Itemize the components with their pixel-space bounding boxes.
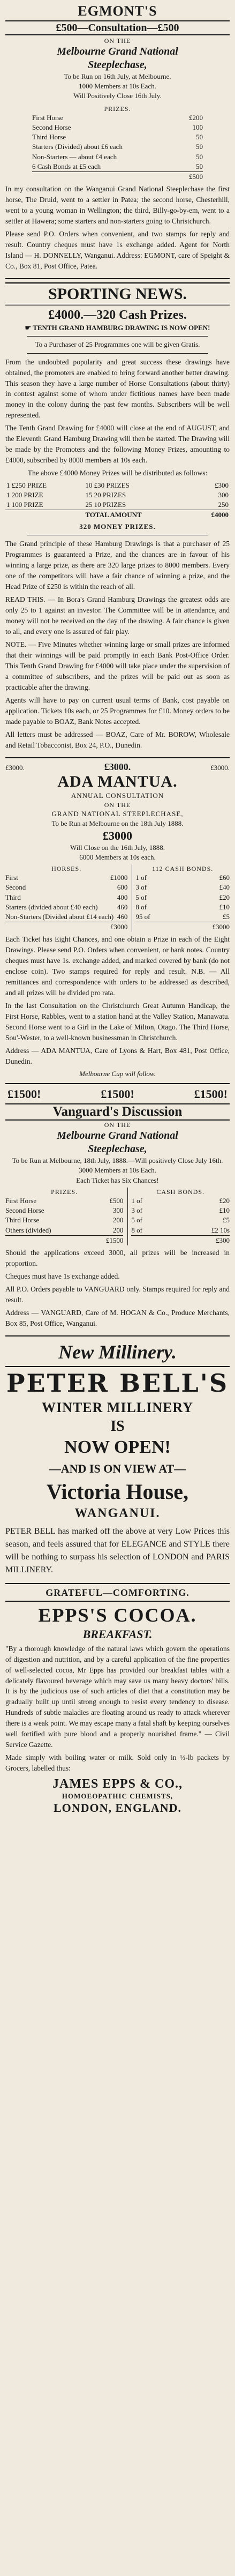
vanguard-address: Address — VANGUARD, Care of M. HOGAN & Co., Produce Merchants, Box 85, Post Office, Wanganui. bbox=[5, 1308, 230, 1327]
bond-total: £300 bbox=[216, 1236, 230, 1244]
vanguard-on-the: ON THE bbox=[104, 1121, 131, 1129]
bond-row bbox=[131, 1226, 230, 1235]
vanguard-advert bbox=[5, 1084, 230, 1336]
vanguard-title: Vanguard's Discussion bbox=[5, 1103, 230, 1121]
bond-label: 3 of bbox=[131, 1206, 142, 1215]
bond-row bbox=[135, 873, 230, 883]
bond-value: £40 bbox=[219, 883, 230, 892]
prize-row bbox=[32, 152, 203, 162]
bond-value: £10 bbox=[219, 1206, 230, 1215]
millinery-line1: WINTER MILLINERY bbox=[41, 1399, 194, 1415]
prize-row bbox=[32, 123, 203, 132]
millinery-line2: IS bbox=[110, 1417, 125, 1435]
prize-label: First Horse bbox=[5, 1197, 37, 1205]
epps-cocoa-advert bbox=[5, 1584, 230, 1820]
vanguard-bonds-heading: CASH BONDS. bbox=[156, 1188, 205, 1196]
table-cell: 15 20 PRIZES bbox=[85, 491, 126, 499]
sporting-prize-head: £4000.—320 Cash Prizes. bbox=[48, 308, 187, 323]
sporting-drawing-text: TENTH GRAND HAMBURG DRAWING IS NOW OPEN! bbox=[33, 324, 210, 332]
prize-label: Second Horse bbox=[32, 123, 71, 132]
egmont-body bbox=[5, 184, 230, 272]
prize-value: 460 bbox=[117, 912, 128, 921]
prize-value: £1000 bbox=[110, 873, 128, 882]
table-cell: 1 200 PRIZE bbox=[6, 491, 43, 499]
ada-sub: ANNUAL CONSULTATION bbox=[71, 791, 164, 800]
bond-total-row bbox=[131, 1235, 230, 1245]
ada-horses-heading: HORSES. bbox=[51, 864, 82, 872]
sporting-lead: To a Purchaser of 25 Programmes one will be given Gratis. bbox=[35, 340, 200, 349]
egmont-members: 1000 Members at 10s Each. bbox=[79, 82, 156, 91]
ada-run: To be Run at Melbourne on the 18th July 1888. bbox=[51, 819, 184, 828]
bond-value: £2 10s bbox=[211, 1226, 230, 1234]
bond-value: £5 bbox=[223, 912, 230, 921]
bond-label: 8 of bbox=[131, 1226, 142, 1234]
ada-on-the: ON THE bbox=[104, 801, 131, 809]
millinery-name: PETER BELL'S bbox=[6, 1369, 229, 1398]
bond-value: £60 bbox=[219, 873, 230, 882]
prize-row bbox=[32, 113, 203, 123]
egmont-event-line2: Steeplechase, bbox=[88, 59, 147, 71]
epps-maker: JAMES EPPS & CO., bbox=[52, 1777, 183, 1791]
prize-value: 50 bbox=[196, 162, 203, 170]
prize-row bbox=[5, 1226, 123, 1235]
ada-address: Address — ADA MANTUA, Care of Lyons & Hart, Box 481, Post Office, Dunedin. bbox=[5, 1046, 230, 1065]
ada-mantua-advert bbox=[5, 758, 230, 1084]
epps-chemists: HOMOEOPATHIC CHEMISTS, bbox=[62, 1792, 173, 1801]
prize-value: 50 bbox=[196, 143, 203, 151]
sporting-paragraph: READ THIS. — In Bora's Grand Hamburg Drawings the greatest odds are only 25 to 1 against an investor. The Committee will be in attendance, and money will not be received on the day of the drawing. A fair chance is given to all, and every one is assured of fair play. bbox=[5, 595, 230, 636]
bond-value: £5 bbox=[223, 1216, 230, 1224]
sporting-paragraph: From the undoubted popularity and great success these drawings have obtained, the promoters are enabled to bring forward another better drawing. This season they have a large number of Horse Consultations (about thirty) in contest against some of whom under fictitious names have been made money in the colony during the past few months. Subscribers will be well represented. bbox=[5, 357, 230, 420]
prize-value: 200 bbox=[112, 1226, 124, 1234]
vanguard-members: 3000 Members at 10s Each. bbox=[79, 1166, 156, 1175]
prize-total: £3000 bbox=[110, 923, 128, 931]
table-cell: 10 £30 PRIZES bbox=[85, 481, 130, 490]
sporting-body-top bbox=[5, 357, 230, 479]
prize-label: First Horse bbox=[32, 113, 64, 122]
millinery-advert bbox=[5, 1336, 230, 1584]
prize-row bbox=[5, 902, 127, 912]
sporting-drawing bbox=[5, 323, 230, 333]
divider bbox=[5, 1366, 230, 1367]
bond-label: 1 of bbox=[131, 1197, 142, 1205]
epps-title: EPPS'S COCOA. bbox=[38, 1604, 197, 1626]
sporting-cash-prizes: 320 MONEY PRIZES. bbox=[79, 522, 156, 531]
bond-total: £3000 bbox=[212, 923, 230, 931]
sporting-title: SPORTING NEWS. bbox=[5, 282, 230, 306]
ada-title: ADA MANTUA. bbox=[57, 772, 178, 790]
vanguard-event-line2: Steeplechase, bbox=[88, 1143, 147, 1155]
prize-label: 6 Cash Bonds at £5 each bbox=[32, 162, 101, 170]
table-cell: 1 100 PRIZE bbox=[6, 501, 43, 509]
egmont-event-line1: Melbourne Grand National bbox=[57, 46, 178, 58]
vanguard-paragraph: Cheques must have 1s exchange added. bbox=[5, 1272, 120, 1280]
ada-event: GRAND NATIONAL STEEPLECHASE, bbox=[51, 810, 184, 818]
egmont-body-text: In my consultation on the Wanganui Grand National Steeplechase the first horse, The Druid, went to a settler in Patea; the second horse, Chesterhill, went to a young woman in Wellington; the third, Billy-go-by-em, went to a settler at Hawera; some starters and non-starters going to Christchurch. bbox=[5, 185, 230, 226]
ada-paragraph: Each Ticket has Eight Chances, and one obtain a Prize in each of the Eight Drawings. Please send P.O. Orders when convenient, or bank notes. Country cheques must have 1s. exchange added, and marked covered by bank (do not enclose coin). Two stamps required for reply and result. N.B. — All remittances and correspondence with orders to be addressed as described, and all prizes will be divided pro rata. bbox=[5, 935, 230, 997]
prize-total-row bbox=[32, 171, 203, 182]
vanguard-prizes-column bbox=[5, 1188, 123, 1245]
bond-row bbox=[135, 912, 230, 922]
egmont-address: Please send P.O. Orders when convenient, and two stamps for reply and result. Country cheques must have 1s exchange added. Agent for North Island — H. DONNELLY, Wanganui. Address: EGMONT, care of Speight & Co., Box 81, Post Office, Patea. bbox=[5, 230, 230, 270]
epps-made: Made simply with boiling water or milk. Sold only in ½-lb packets by Grocers, labelled thus: bbox=[5, 1753, 230, 1773]
bond-label: 3 of bbox=[135, 883, 147, 892]
prize-value: 460 bbox=[117, 902, 128, 911]
egmont-banner: £500—Consultation—£500 bbox=[5, 20, 230, 35]
table-cell: £300 bbox=[215, 481, 229, 490]
prize-row bbox=[5, 1215, 123, 1225]
prize-row bbox=[5, 1206, 123, 1215]
epps-body-text: "By a thorough knowledge of the natural laws which govern the operations of digestion and nutrition, and by a careful application of the fine properties of well-selected cocoa, Mr Epps has provided our breakfast tables with a delicately flavoured beverage which may save us many heavy doctors' bills. It is by the judicious use of such articles of diet that a constitution may be gradually built up until strong enough to resist every tendency to disease. Hundreds of subtle maladies are floating around us ready to attack wherever there is a weak point. We may escape many a fatal shaft by keeping ourselves well fortified with pure blood and a properly nourished frame." — Civil Service Gazette. bbox=[5, 1644, 230, 1749]
bond-label: 5 of bbox=[135, 893, 147, 901]
prize-label: Second Horse bbox=[5, 1206, 44, 1215]
sporting-paragraph: The above £4000 Money Prizes will be distributed as follows: bbox=[27, 469, 208, 477]
vanguard-run: To be Run at Melbourne, 18th July, 1888.—Will positively Close July 16th. bbox=[12, 1156, 223, 1165]
vanguard-banner-item: £1500! bbox=[194, 1087, 228, 1101]
sporting-prize-table bbox=[5, 481, 230, 520]
prize-value: 200 bbox=[112, 1216, 124, 1224]
vanguard-banner-item: £1500! bbox=[7, 1087, 41, 1101]
ada-amount-right: £3000. bbox=[210, 763, 230, 772]
egmont-on-the: ON THE bbox=[104, 36, 131, 44]
epps-kicker: GRATEFUL—COMFORTING. bbox=[46, 1587, 189, 1598]
table-row bbox=[5, 510, 230, 520]
table-cell: TOTAL AMOUNT bbox=[85, 511, 142, 519]
sporting-paragraph: Agents will have to pay on current usual terms of Bank, cost payable on application. Tickets 10s each, or 25 Programmes for £10. Money orders to be made payable to BOAZ, Bank Notes accepted. bbox=[5, 696, 230, 726]
table-cell: 1 £250 PRIZE bbox=[6, 481, 47, 490]
prize-label: Non-Starters — about £4 each bbox=[32, 152, 117, 161]
ada-amount-row bbox=[5, 761, 230, 773]
millinery-venue: Victoria House, bbox=[46, 1479, 189, 1504]
divider bbox=[5, 1601, 230, 1602]
prize-value: 300 bbox=[112, 1206, 124, 1215]
egmont-title: EGMONT'S bbox=[78, 3, 157, 19]
prize-row bbox=[32, 132, 203, 142]
millinery-title: New Millinery. bbox=[58, 1341, 177, 1363]
prize-row bbox=[32, 162, 203, 171]
epps-body bbox=[5, 1644, 230, 1774]
table-cell bbox=[5, 510, 84, 520]
sporting-paragraph: The Grand principle of these Hamburg Drawings is that a purchaser of 25 Programmes is guaranteed a Prize, and the chances are in favour of his winning a large prize, as there are 320 large prizes to 8000 members. Every one of the competitors will have a fair chance of winning a prize, and the Head Prize of £250 is within the reach of all. bbox=[5, 540, 230, 591]
prize-label: Starters (divided about £40 each) bbox=[5, 902, 98, 911]
ada-amount-left: £3000. bbox=[5, 763, 25, 772]
prize-value: 50 bbox=[196, 152, 203, 161]
table-row bbox=[5, 481, 230, 490]
prize-label: Third bbox=[5, 893, 21, 901]
vanguard-body bbox=[5, 1248, 230, 1329]
prize-value: £500 bbox=[109, 1197, 124, 1205]
prize-total: £500 bbox=[189, 172, 203, 181]
millinery-body-text: PETER BELL has marked off the above at very Low Prices this season, and feels assured that for ELEGANCE and STYLE there will be nothing to surpass his selection of LONDON and PARIS MILLINERY. bbox=[5, 1526, 230, 1574]
epps-city: LONDON, ENGLAND. bbox=[53, 1801, 182, 1815]
millinery-line3: NOW OPEN! bbox=[64, 1437, 171, 1457]
bond-label: 5 of bbox=[131, 1216, 142, 1224]
vanguard-prize-tables bbox=[5, 1188, 230, 1245]
ada-close: Will Close on the 16th July, 1888. bbox=[70, 843, 165, 852]
bond-row bbox=[131, 1196, 230, 1206]
prize-label: Third Horse bbox=[32, 133, 66, 141]
egmont-prizes-heading: PRIZES. bbox=[104, 104, 131, 113]
egmont-run-date: To be Run on 16th July, at Melbourne. bbox=[64, 72, 171, 81]
prize-value: 50 bbox=[196, 133, 203, 141]
prize-total: £1500 bbox=[105, 1236, 124, 1244]
divider bbox=[27, 336, 208, 337]
sporting-paragraph: NOTE. — Five Minutes whether winning large or small prizes are informed that their winnings will be paid promptly in each Bank Post-Office Order. This Tenth Grand Drawing for £4000 will take place under the supervision of a committee of subscribers, and the prizes will be paid out as soon as practicable after the drawing. bbox=[5, 640, 230, 691]
table-cell: 300 bbox=[218, 491, 229, 499]
vanguard-banner-item: £1500! bbox=[101, 1087, 134, 1101]
prize-label: First bbox=[5, 873, 18, 882]
prize-row bbox=[32, 142, 203, 152]
bond-row bbox=[131, 1215, 230, 1225]
vanguard-event-line1: Melbourne Grand National bbox=[57, 1130, 178, 1142]
prize-row bbox=[5, 893, 127, 902]
prize-row bbox=[5, 912, 127, 922]
table-cell: £4000 bbox=[211, 511, 229, 519]
prize-label: Starters (Divided) about £6 each bbox=[32, 143, 123, 151]
vanguard-banner bbox=[5, 1087, 230, 1101]
prize-row bbox=[5, 1196, 123, 1206]
table-row bbox=[5, 490, 230, 500]
bond-row bbox=[135, 883, 230, 892]
bond-row bbox=[131, 1206, 230, 1215]
sporting-paragraph: All letters must be addressed — BOAZ, Care of Mr. BOROW, Wholesale and Retail Tobacconist, Box 24, P.O., Dunedin. bbox=[5, 730, 230, 749]
ada-prize-tables bbox=[5, 864, 230, 932]
prize-label: Others (divided) bbox=[5, 1226, 51, 1234]
bond-total-row bbox=[135, 922, 230, 932]
egmont-close-date: Will Positively Close 16th July. bbox=[73, 92, 162, 100]
millinery-body bbox=[5, 1525, 230, 1577]
epps-sub: BREAKFAST. bbox=[82, 1627, 153, 1641]
table-cell: 250 bbox=[218, 501, 229, 509]
bond-row bbox=[135, 902, 230, 912]
ada-bonds-column bbox=[132, 864, 230, 932]
ada-horses-column bbox=[5, 864, 127, 932]
divider bbox=[27, 353, 208, 354]
bond-value: £20 bbox=[219, 893, 230, 901]
egmont-prize-list bbox=[5, 113, 230, 182]
vanguard-sub: Each Ticket has Six Chances! bbox=[76, 1176, 159, 1184]
prize-value: 400 bbox=[117, 893, 128, 901]
bond-label: 1 of bbox=[135, 873, 147, 882]
prize-value: 600 bbox=[117, 883, 128, 892]
bond-value: £20 bbox=[219, 1197, 230, 1205]
ada-members: 6000 Members at 10s each. bbox=[79, 853, 156, 861]
bond-label: 8 of bbox=[135, 902, 147, 911]
prize-value: £200 bbox=[189, 113, 203, 122]
prize-label: Second bbox=[5, 883, 26, 892]
prize-row bbox=[5, 883, 127, 892]
millinery-line4: —AND IS ON VIEW AT— bbox=[49, 1461, 186, 1475]
pointing-hand-icon: ☛ bbox=[25, 324, 33, 332]
vanguard-paragraph: Should the applications exceed 3000, all prizes will be increased in proportion. bbox=[5, 1248, 230, 1267]
prize-row bbox=[5, 873, 127, 883]
prize-label: Non-Starters (Divided about £14 each) bbox=[5, 912, 114, 921]
prize-value: 100 bbox=[192, 123, 203, 132]
ada-bonds-heading: 112 CASH BONDS. bbox=[152, 864, 214, 872]
bond-value: £10 bbox=[219, 902, 230, 911]
ada-paragraph: In the last Consultation on the Christchurch Great Autumn Handicap, the First Horse, Rabbles, went to a station hand at the Valley Station, Manawatu. Second Horse went to a Girl in the Lake of Milton, Otago. The Third Horse, Sou'-Wester, to a well-known businessman in Christchurch. bbox=[5, 1002, 230, 1042]
ada-footer: Melbourne Cup will follow. bbox=[79, 1069, 156, 1078]
vanguard-bonds-column bbox=[127, 1188, 230, 1245]
table-cell: 25 10 PRIZES bbox=[85, 501, 126, 509]
bond-label: 95 of bbox=[135, 912, 150, 921]
table-row bbox=[5, 500, 230, 510]
sporting-news-advert bbox=[5, 279, 230, 758]
prize-total-row bbox=[5, 922, 127, 932]
bond-row bbox=[135, 893, 230, 902]
sporting-body-bottom bbox=[5, 539, 230, 750]
vanguard-paragraph: All P.O. Orders payable to VANGUARD only. Stamps required for reply and result. bbox=[5, 1285, 230, 1304]
ada-amount-center: £3000. bbox=[104, 761, 131, 772]
prize-total-row bbox=[5, 1235, 123, 1245]
ada-amount2: £3000 bbox=[103, 828, 132, 842]
millinery-town: WANGANUI. bbox=[74, 1506, 161, 1520]
vanguard-prizes-heading: PRIZES. bbox=[51, 1188, 78, 1196]
egmont-advert bbox=[5, 0, 230, 279]
ada-body bbox=[5, 934, 230, 1067]
prize-label: Third Horse bbox=[5, 1216, 40, 1224]
sporting-paragraph: The Tenth Grand Drawing for £4000 will close at the end of AUGUST, and the Eleventh Grand Hamburg Drawing will then be started. The Drawing will be made by the Promoters and the following Money Prizes, amounting to £4000, subscribed by 8000 members at 10s each. bbox=[5, 424, 230, 465]
